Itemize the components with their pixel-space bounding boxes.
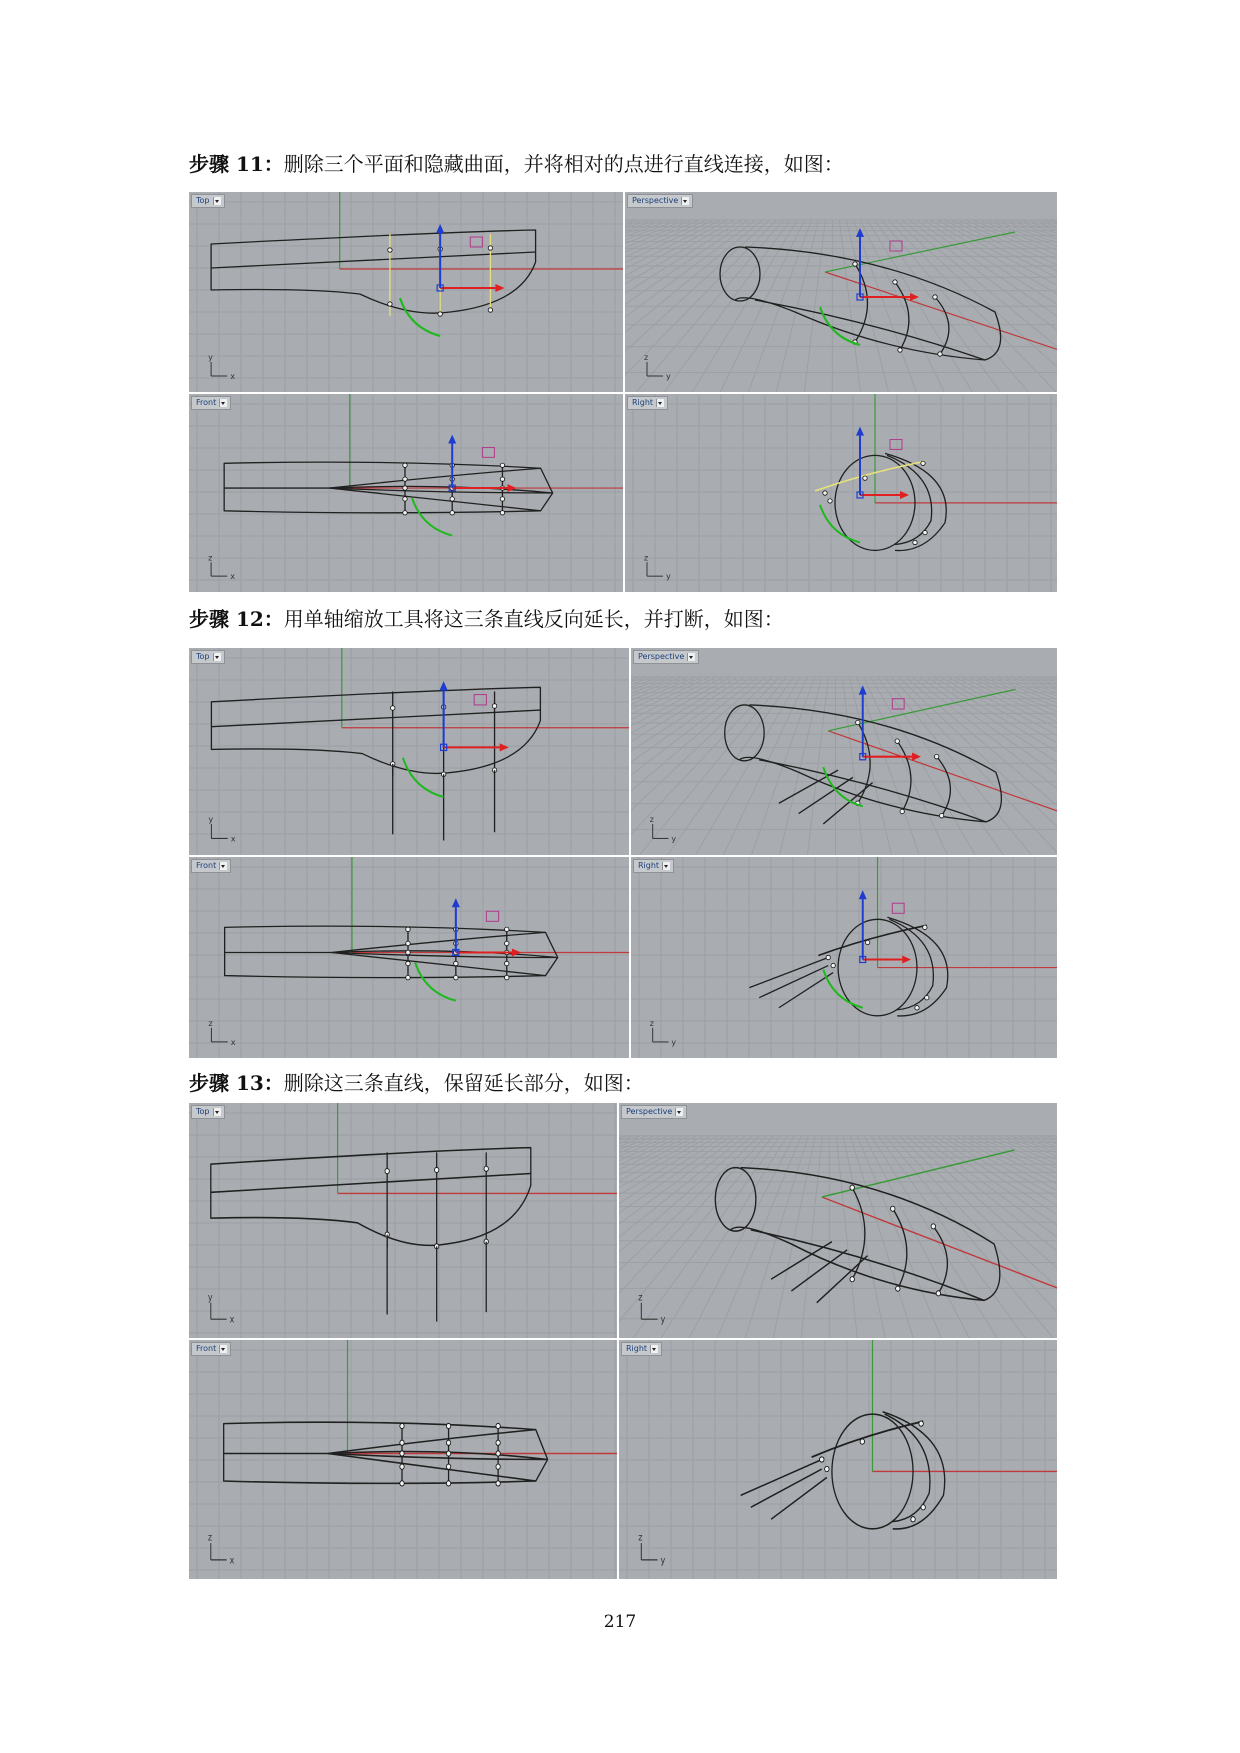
- viewport-canvas: [189, 1103, 617, 1338]
- triad-up-label: y: [208, 353, 213, 362]
- viewport-title-text: Right: [632, 398, 654, 407]
- triad-right-label: x: [230, 572, 235, 582]
- dropdown-arrow-icon[interactable]: [219, 1345, 227, 1353]
- control-point: [496, 1451, 500, 1456]
- perspective-grid: [625, 220, 1057, 392]
- control-point: [896, 1286, 900, 1291]
- viewport-title-perspective-12[interactable]: [633, 650, 699, 664]
- viewport-canvas: [189, 648, 629, 855]
- viewport-title-top-11[interactable]: [191, 194, 225, 208]
- control-point: [406, 961, 410, 965]
- dropdown-arrow-icon[interactable]: [687, 653, 695, 661]
- control-point: [820, 1457, 824, 1462]
- model-geometry: [208, 857, 629, 1047]
- control-point: [446, 1440, 450, 1445]
- viewport-canvas: [631, 857, 1057, 1058]
- triad-up-label: z: [208, 553, 213, 563]
- gumball-scale-box: [482, 447, 494, 457]
- axis-triad: [208, 1533, 234, 1567]
- perspective-grid: [631, 677, 1057, 855]
- gumball-widget: [403, 681, 509, 797]
- viewport-canvas: [189, 394, 623, 592]
- control-point: [505, 927, 509, 931]
- model-geometry: [208, 1103, 617, 1326]
- grid: [189, 192, 623, 392]
- control-point: [850, 1277, 854, 1282]
- viewport-right-11[interactable]: [625, 394, 1057, 592]
- control-point: [853, 262, 857, 266]
- triad-up-label: y: [207, 1292, 213, 1304]
- control-point: [496, 1481, 500, 1486]
- triad-right-label: x: [229, 1555, 235, 1567]
- gumball-rotate-arc: [415, 963, 456, 1001]
- control-point: [913, 540, 917, 544]
- control-point: [496, 1423, 500, 1428]
- viewport-canvas: [625, 192, 1057, 392]
- grid: [625, 394, 1057, 592]
- control-point: [492, 704, 496, 709]
- control-point: [446, 1451, 450, 1456]
- axis-triad: [208, 353, 235, 381]
- control-point: [893, 280, 897, 284]
- grid: [189, 857, 629, 1058]
- step-12-caption: [189, 605, 784, 633]
- gumball-rotate-arc: [403, 758, 444, 797]
- keel-line: [755, 300, 985, 360]
- gumball-widget: [400, 224, 504, 336]
- model-geometry: [650, 857, 1057, 1047]
- control-point: [403, 497, 407, 501]
- viewport-perspective-11[interactable]: [625, 192, 1057, 392]
- triad-up-label: z: [644, 553, 649, 563]
- viewport-right-12[interactable]: [631, 857, 1057, 1058]
- step-12-text: 用单轴缩放工具将这三条直线反向延长，并打断，如图：: [283, 607, 784, 631]
- control-point: [921, 1505, 925, 1510]
- model-geometry: [208, 1340, 617, 1567]
- control-point: [895, 739, 899, 744]
- grid: [189, 394, 623, 592]
- control-point: [484, 1166, 488, 1171]
- dropdown-arrow-icon[interactable]: [681, 197, 689, 205]
- dropdown-arrow-icon[interactable]: [213, 197, 221, 205]
- viewport-canvas: [631, 648, 1057, 855]
- viewport-title-text: Top: [196, 652, 210, 661]
- axis-triad: [208, 1293, 234, 1326]
- control-point: [388, 248, 392, 252]
- control-point: [403, 463, 407, 467]
- triad-up-label: z: [638, 1533, 643, 1544]
- grid: [189, 1340, 617, 1579]
- control-point: [923, 530, 927, 534]
- control-point: [900, 809, 904, 814]
- viewport-title-text: Perspective: [626, 1107, 673, 1116]
- triad-up-label: z: [649, 813, 654, 824]
- control-point: [925, 995, 929, 999]
- extended-lines: [749, 958, 833, 1008]
- control-point: [406, 950, 410, 954]
- gumball-rotate-arc: [400, 298, 440, 336]
- viewport-canvas: [619, 1340, 1057, 1579]
- control-point: [923, 925, 927, 929]
- control-point: [856, 720, 860, 725]
- viewport-title-text: Front: [196, 398, 217, 407]
- control-point: [496, 1440, 500, 1445]
- control-point: [403, 511, 407, 515]
- triad-up-label: z: [649, 1018, 654, 1028]
- triad-right-label: y: [660, 1315, 666, 1326]
- dropdown-arrow-icon[interactable]: [656, 399, 664, 407]
- viewport-title-front-12[interactable]: [191, 859, 231, 873]
- control-point: [921, 461, 925, 465]
- control-point: [446, 1481, 450, 1486]
- control-point: [488, 246, 492, 250]
- section-curve: [893, 1209, 907, 1289]
- step-13-label: 步骤 13：: [189, 1071, 284, 1095]
- gumball-rotate-arc: [820, 505, 860, 543]
- model-geometry: [650, 685, 1057, 843]
- axis-triad: [638, 1533, 665, 1566]
- viewport-title-text: Right: [626, 1344, 648, 1353]
- control-point: [931, 1224, 935, 1229]
- dropdown-arrow-icon[interactable]: [219, 399, 227, 407]
- control-point: [388, 302, 392, 306]
- control-point: [435, 1167, 439, 1172]
- step-11-caption: [189, 150, 844, 178]
- control-point: [500, 511, 504, 515]
- dropdown-arrow-icon[interactable]: [650, 1345, 658, 1353]
- control-point: [898, 348, 902, 352]
- viewport-title-right-11[interactable]: [627, 396, 668, 410]
- gumball-rotate-arc: [412, 498, 452, 536]
- control-point: [400, 1440, 404, 1445]
- viewport-canvas: [189, 192, 623, 392]
- control-point: [488, 308, 492, 312]
- viewport-title-text: Front: [196, 1344, 217, 1353]
- triad-right-label: y: [671, 1037, 677, 1047]
- viewport-top-11[interactable]: [189, 192, 623, 392]
- viewport-title-text: Right: [638, 861, 660, 870]
- control-point: [406, 927, 410, 931]
- grid: [189, 1103, 617, 1338]
- viewport-right-13[interactable]: [619, 1340, 1057, 1579]
- control-point: [860, 1439, 864, 1444]
- viewport-title-top-13[interactable]: [191, 1105, 225, 1119]
- control-point: [385, 1169, 389, 1174]
- dropdown-arrow-icon[interactable]: [675, 1108, 683, 1116]
- control-point: [400, 1464, 404, 1469]
- triad-right-label: y: [666, 572, 671, 582]
- figure-step-12: [189, 648, 1057, 1058]
- control-point: [400, 1423, 404, 1428]
- control-point: [400, 1451, 404, 1456]
- control-point: [450, 511, 454, 515]
- triad-right-label: x: [230, 1036, 236, 1047]
- triad-right-label: x: [229, 1315, 235, 1326]
- control-point: [911, 1517, 915, 1522]
- control-point: [403, 477, 407, 481]
- section-curve: [897, 741, 911, 811]
- viewport-front-12[interactable]: [189, 857, 629, 1058]
- control-point: [390, 706, 394, 711]
- gumball-scale-box: [474, 695, 486, 705]
- control-point: [891, 1206, 895, 1211]
- control-point: [406, 941, 410, 945]
- control-point: [400, 1481, 404, 1486]
- control-point: [450, 497, 454, 501]
- control-point: [505, 941, 509, 945]
- viewport-top-12[interactable]: [189, 648, 629, 855]
- extended-lines: [741, 1460, 827, 1520]
- control-point: [935, 754, 939, 759]
- dropdown-arrow-icon[interactable]: [662, 862, 670, 870]
- dropdown-arrow-icon[interactable]: [213, 653, 221, 661]
- control-point: [496, 1464, 500, 1469]
- model-geometry: [208, 192, 623, 381]
- triad-up-label: z: [638, 1292, 643, 1304]
- control-point: [446, 1464, 450, 1469]
- control-point: [936, 1291, 940, 1296]
- stern-ellipse: [720, 247, 760, 301]
- viewport-front-11[interactable]: [189, 394, 623, 592]
- control-point: [500, 497, 504, 501]
- control-point: [919, 1421, 923, 1426]
- axis-triad: [650, 814, 677, 844]
- viewport-title-text: Perspective: [638, 652, 685, 661]
- step-11-text: 删除三个平面和隐藏曲面，并将相对的点进行直线连接，如图：: [283, 152, 844, 176]
- viewport-canvas: [189, 1340, 617, 1579]
- viewport-perspective-12[interactable]: [631, 648, 1057, 855]
- gumball-widget: [412, 435, 516, 536]
- control-point: [863, 476, 867, 480]
- stern-ellipse: [715, 1168, 756, 1231]
- dropdown-arrow-icon[interactable]: [213, 1108, 221, 1116]
- control-point: [403, 486, 407, 490]
- hull-outline: [211, 687, 540, 773]
- viewport-canvas: [189, 857, 629, 1058]
- axis-triad: [638, 1293, 665, 1326]
- triad-right-label: y: [671, 833, 677, 844]
- viewport-title-perspective-11[interactable]: [627, 194, 693, 208]
- model-geometry: [638, 1150, 1057, 1326]
- step-12-label: 步骤 12：: [189, 607, 284, 631]
- model-geometry: [638, 1340, 1057, 1567]
- viewport-canvas: [625, 394, 1057, 592]
- step-13-caption: [189, 1069, 644, 1097]
- control-point: [850, 1185, 854, 1190]
- triad-up-label: z: [208, 1017, 213, 1028]
- control-point: [438, 312, 442, 316]
- step-11-label: 步骤 11：: [189, 152, 284, 176]
- page-number: 217: [603, 1612, 637, 1632]
- grid: [631, 857, 1057, 1058]
- control-point: [454, 961, 458, 965]
- control-point: [915, 1006, 919, 1010]
- control-point: [500, 477, 504, 481]
- control-point: [825, 1466, 829, 1471]
- viewport-title-right-12[interactable]: [633, 859, 674, 873]
- viewport-front-13[interactable]: [189, 1340, 617, 1579]
- viewport-title-text: Front: [196, 861, 217, 870]
- control-point: [826, 955, 830, 959]
- axis-triad: [208, 814, 235, 844]
- control-point: [831, 963, 835, 967]
- triad-up-label: z: [207, 1533, 212, 1545]
- triad-up-label: y: [208, 813, 214, 824]
- triad-right-label: x: [230, 833, 236, 844]
- gumball-scale-box: [892, 903, 904, 913]
- triad-right-label: y: [660, 1555, 666, 1567]
- section-curve: [852, 1188, 865, 1280]
- triad-right-label: y: [666, 372, 671, 381]
- control-point: [828, 499, 832, 503]
- control-point: [865, 940, 869, 944]
- viewport-title-top-12[interactable]: [191, 650, 225, 664]
- triad-right-label: x: [230, 372, 235, 381]
- control-point: [939, 813, 943, 818]
- control-point: [454, 975, 458, 979]
- model-geometry: [208, 394, 623, 581]
- section-curve: [855, 264, 868, 342]
- viewport-title-perspective-13[interactable]: [621, 1105, 687, 1119]
- viewport-title-text: Top: [196, 1107, 210, 1116]
- viewport-title-front-11[interactable]: [191, 396, 231, 410]
- control-point: [406, 975, 410, 979]
- viewport-top-13[interactable]: [189, 1103, 617, 1338]
- control-point: [938, 352, 942, 356]
- perspective-grid: [619, 1136, 1057, 1338]
- control-point: [500, 463, 504, 467]
- dropdown-arrow-icon[interactable]: [219, 862, 227, 870]
- grid: [189, 648, 629, 855]
- control-point: [933, 295, 937, 299]
- viewport-title-front-13[interactable]: [191, 1342, 231, 1356]
- figure-step-11: [189, 192, 1057, 592]
- model-geometry: [644, 394, 1057, 581]
- control-point: [505, 961, 509, 965]
- gumball-scale-box: [486, 911, 498, 921]
- triad-up-label: z: [644, 353, 649, 362]
- step-13-text: 删除这三条直线，保留延长部分，如图：: [283, 1071, 644, 1095]
- viewport-perspective-13[interactable]: [619, 1103, 1057, 1338]
- viewport-title-text: Perspective: [632, 196, 679, 205]
- figure-step-13: [189, 1103, 1057, 1579]
- viewport-title-right-13[interactable]: [621, 1342, 662, 1356]
- viewport-title-text: Top: [196, 196, 210, 205]
- keel-line: [759, 760, 986, 822]
- control-point: [505, 975, 509, 979]
- grid: [619, 1340, 1057, 1579]
- control-point: [823, 491, 827, 495]
- control-point: [446, 1423, 450, 1428]
- viewport-canvas: [619, 1103, 1057, 1338]
